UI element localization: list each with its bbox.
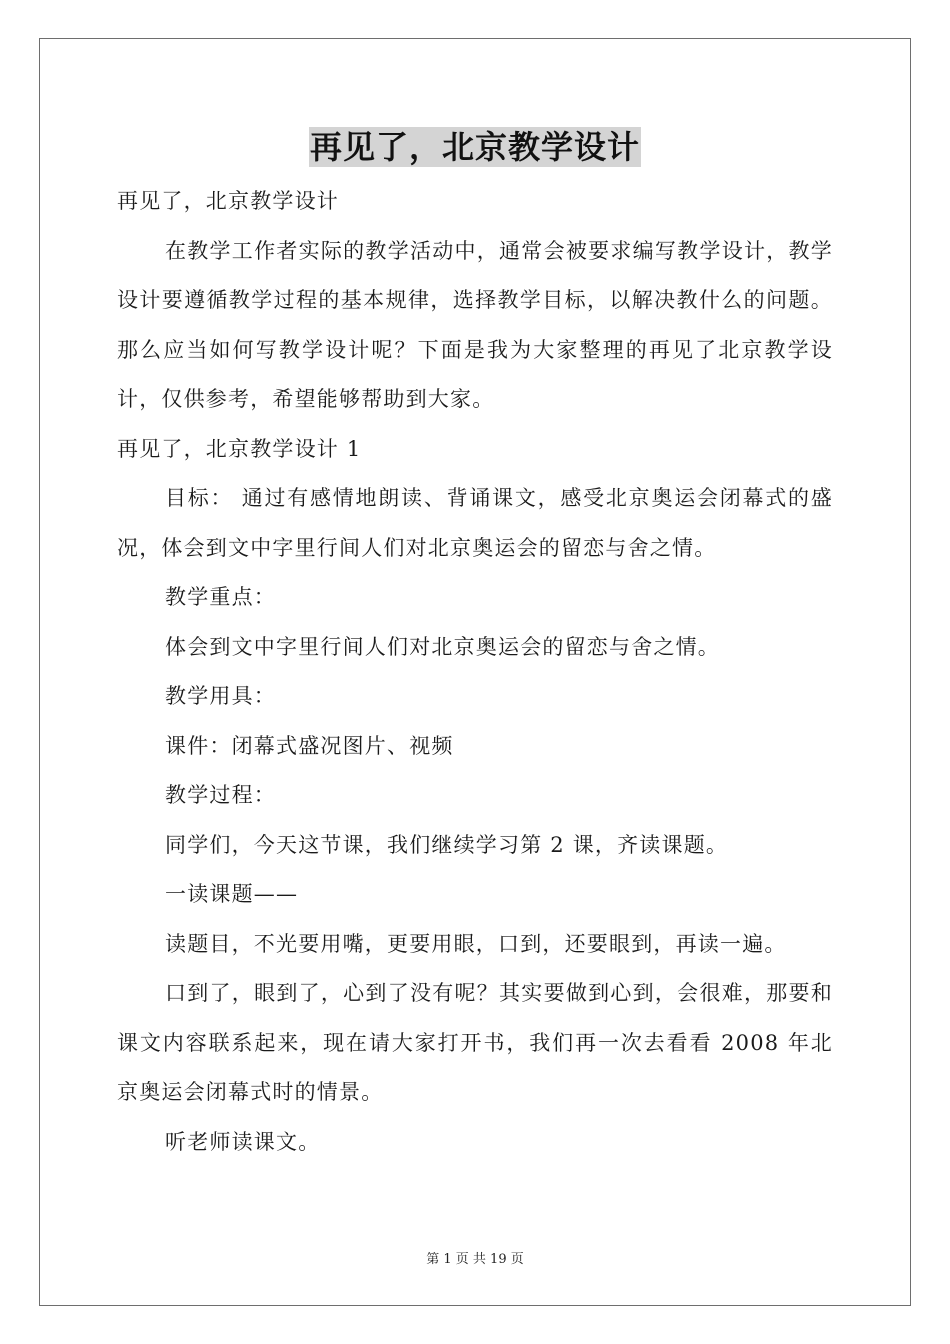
tools-text: 课件：闭幕式盛况图片、视频 — [165, 733, 454, 758]
document-body — [117, 177, 833, 1167]
read-title-paragraph: 读题目，不光要用嘴，更要用眼，口到，还要眼到，再读一遍。 — [165, 931, 787, 956]
process-paragraph: 同学们，今天这节课，我们继续学习第 2 课，齐读课题。 — [165, 832, 729, 857]
read-title-heading: 一读课题—— — [165, 882, 299, 906]
tools-label: 教学用具： — [165, 684, 276, 708]
key-point-text: 体会到文中字里行间人们对北京奥运会的留恋与舍之情。 — [165, 634, 720, 659]
section-heading: 再见了，北京教学设计 1 — [117, 436, 362, 461]
goal-paragraph: 目标： 通过有感情地朗读、背诵课文，感受北京奥运会闭幕式的盛况，体会到文中字里行间人们对北京奥运会的留恋与舍之情。 — [117, 486, 833, 560]
document-title: 再见了，北京教学设计 — [309, 128, 640, 166]
intro-paragraph: 在教学工作者实际的教学活动中，通常会被要求编写教学设计，教学设计要遵循教学过程的基本规律，选择教学目标，以解决教什么的问题。那么应当如何写教学设计呢？下面是我为大家整理的再见了北京教学设计，仅供参考，希望能够帮助到大家。 — [117, 238, 833, 411]
page-footer: 第 1 页 共 19 页 — [426, 1252, 524, 1267]
subtitle-paragraph: 再见了，北京教学设计 — [117, 189, 339, 213]
process-label: 教学过程： — [165, 783, 276, 807]
listen-paragraph: 听老师读课文。 — [165, 1129, 321, 1154]
key-point-label: 教学重点： — [165, 585, 276, 609]
heart-paragraph: 口到了，眼到了，心到了没有呢？其实要做到心到，会很难，那要和课文内容联系起来，现在请大家打开书，我们再一次去看看 2008 年北京奥运会闭幕式时的情景。 — [117, 981, 833, 1104]
title-container — [0, 127, 950, 167]
